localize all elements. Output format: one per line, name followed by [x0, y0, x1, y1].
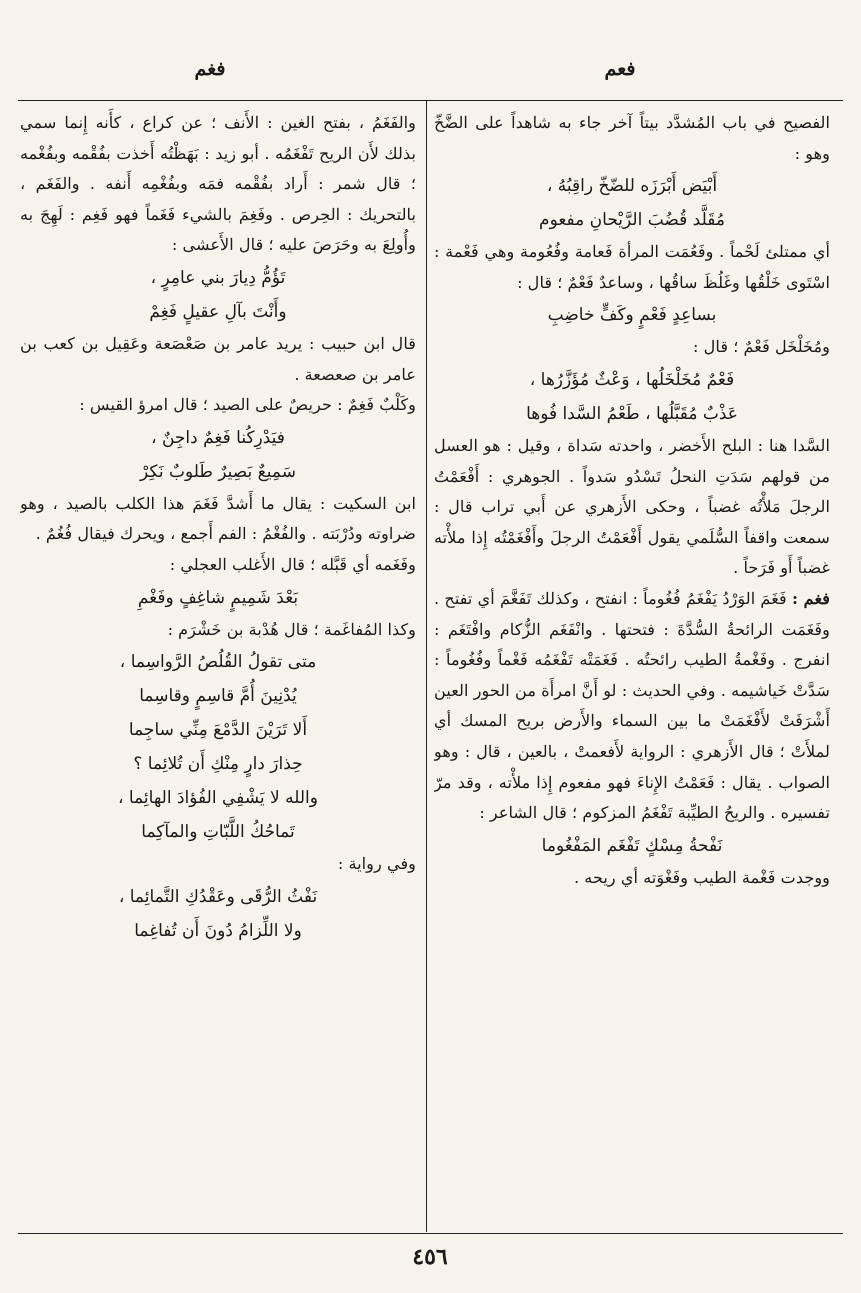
- column-divider: [426, 101, 427, 1232]
- paragraph: ووجدت فَغْمة الطيب وفَغْوَته أي ريحه .: [574, 867, 830, 887]
- paragraph: ابن السكيت : يقال ما أَشدَّ فَغَمَ هذا الكلب بالصيد ، وهو ضراوته ودُرْبَته . والفُغْمُ : الفم أَجمع ، ويحرك فيقال فُغُمٌ .: [20, 493, 416, 544]
- verse-line: يُدْنِينَ أُمَّ قاسِمٍ وقاسِما: [139, 686, 297, 707]
- verse-line: مُقَلَّد قُضُبَ الرَّيْحانِ مفعوم: [539, 210, 725, 231]
- verse-line: أَبْيَض أَبْرَزَه للضّخّ راقِبُهُ ،: [546, 176, 718, 197]
- page-number: ٤٥٦: [412, 1244, 448, 1270]
- verse-line: بساعِدٍ فَعْمٍ وكَفٍّ خاضِبِ: [547, 305, 717, 326]
- right-column: [434, 108, 830, 1228]
- verse-line: نَفْثُ الرُّقَى وعَقْدُكِ التَّمائِما ،: [118, 886, 318, 907]
- verse-line: سَمِيعٌ بَصِيرٌ طَلوبٌ نَكِرْ: [140, 461, 296, 482]
- left-running-header: فغم: [194, 58, 226, 80]
- verse-line: وأَنْتَ بآلِ عقيلٍ فَغِمْ: [149, 301, 287, 322]
- entry-paragraph: [434, 584, 830, 829]
- verse-line: حِذارَ دارٍ مِنْكِ أَن تُلائِما ؟: [133, 754, 303, 775]
- paragraph: السَّدا هنا : البلح الأَخضر ، واحدته سَداة ، وقيل : هو العسل من قولهم سَدَتِ النحلُ تَسْدُو سَدواً . الجوهري : أَفْعَمْتُ الرجلَ مَلأْتُه غضباً ، وحكى الأَزهري عن أَبي تراب قال : سمعت واقفاً السُّلَمي يقول أَفْعَمْتُ الرجلَ وأَفْغَمْتُه إِذا ملأْته غضباً أَو فَرَحاً .: [434, 435, 830, 578]
- left-column: [20, 108, 416, 1228]
- verse-line: فَعْمٌ مُخَلْخَلُها ، وَعْثٌ مُؤَزَّرُها ،: [529, 369, 735, 390]
- top-rule: [18, 100, 843, 101]
- verse-line: تَماحُكُ اللَّبّاتِ والمآكِما: [141, 822, 295, 843]
- entry-text: فَغَمَ الوَرْدُ يَفْغَمُ فُغُوماً : انفتح ، وكذلك تَفَغَّمَ أي تفتح . وفَغَمَت الرائحةُ السُّدَّةَ : فتحتها . وانْفَغَم الزُّكام وافْتَغَم : انفرج . وفَغْمةُ الطيب رائحتُه . فَغَمَتْه تَفْغَمُه فَغْماً وفُغُوماً : سَدَّتْ خَياشيمه . وفي الحديث : لو أَنَّ امرأَة من الحور العين أَشْرَفَتْ لأَفْغَمَتْ ما بين السماء والأَرض بريح المسك أي لملأَتْ ؛ قال الأَزهري : الرواية لأَفعمتْ ، بالعين ، قال : وهو الصواب . يقال : فَعَمْتُ الإِناءَ فهو مفعوم إِذا ملأْته ، وقد مرّ تفسيره . والريحُ الطيِّبة تَفْغَمُ المزكوم ؛ قال الشاعر :: [434, 588, 830, 823]
- paragraph: وكَلْبٌ فَغِمٌ : حريصٌ على الصيد ؛ قال امرؤ القيس :: [79, 395, 416, 415]
- entry-headword: فغم :: [792, 588, 830, 608]
- paragraph: قال ابن حبيب : يريد عامر بن صَعْصَعة وعَقِيل بن كعب بن عامر بن صعصعة .: [20, 333, 416, 384]
- bottom-rule: [18, 1233, 843, 1234]
- verse-line: والله لا يَشْفِي الفُؤادَ الهائِما ،: [118, 788, 318, 809]
- verse-line: ولا اللِّزامُ دُونَ أَن تُفاغِما: [134, 920, 302, 941]
- verse-line: فيَدْرِكُنا فَغِمٌ داجِنٌ ،: [151, 427, 285, 448]
- paragraph: والفَغَمُ ، بفتح الغين : الأَنف ؛ عن كراع ، كأَنه إِنما سمي بذلك لأَن الريح تَفْغَمُه . أبو زيد : بَهَظْتُه أَخذت بفُقْمه وبفُغْمه ؛ قال شمر : أَراد بفُقْمه فمَه وبفُغْمِه أَنفه . والفَغَم ، بالتحريك : الحِرص . وفَغِمَ بالشيء فَغَماً فهو فَغِم : لَهِجَ به وأُولِعَ به وحَرَصَ عليه ؛ قال الأَعشى :: [20, 113, 416, 255]
- verse-line: أَلا تَرَيْنَ الدَّمْعَ مِنِّي ساجِما: [128, 720, 308, 741]
- paragraph: وفي رواية :: [337, 854, 416, 874]
- paragraph: الفصيح في باب المُشدَّد بيتاً آخر جاء به شاهداً على الضَّخّ وهو :: [434, 113, 830, 163]
- verse-line: عَذْبٌ مُقَبَّلُها ، طَعْمُ السَّدا فُوها: [526, 403, 738, 424]
- paragraph: ومُخَلْخَل فَعْمٌ ؛ قال :: [693, 337, 830, 357]
- paragraph: وفَغَمه أي قَبَّله ؛ قال الأَغلب العجلي :: [169, 554, 416, 574]
- verse-line: بَعْدَ شَمِيمٍ شاغِفٍ وفَغْمِ: [137, 587, 299, 608]
- paragraph: وكذا المُفاغَمة ؛ قال هُدْبة بن خَشْرَم :: [167, 619, 416, 639]
- verse-line: نَفْحةُ مِسْكٍ تَفْغَم المَفْغُوما: [541, 835, 723, 856]
- verse-line: متى تقولُ القُلُصُ الرَّواسِما ،: [119, 652, 317, 673]
- paragraph: أي ممتلئ لَحْماً . وفَعُمَت المرأة فَعامة وفُعُومة وهي فَعْمة : اسْتَوى خَلْقُها وغَلُظَ ساقُها ، وساعدٌ فَعْمٌ ؛ قال :: [434, 242, 830, 292]
- right-running-header: فعم: [604, 58, 636, 80]
- verse-line: تَؤُمُّ دِيارَ بني عامِرٍ ،: [150, 267, 286, 288]
